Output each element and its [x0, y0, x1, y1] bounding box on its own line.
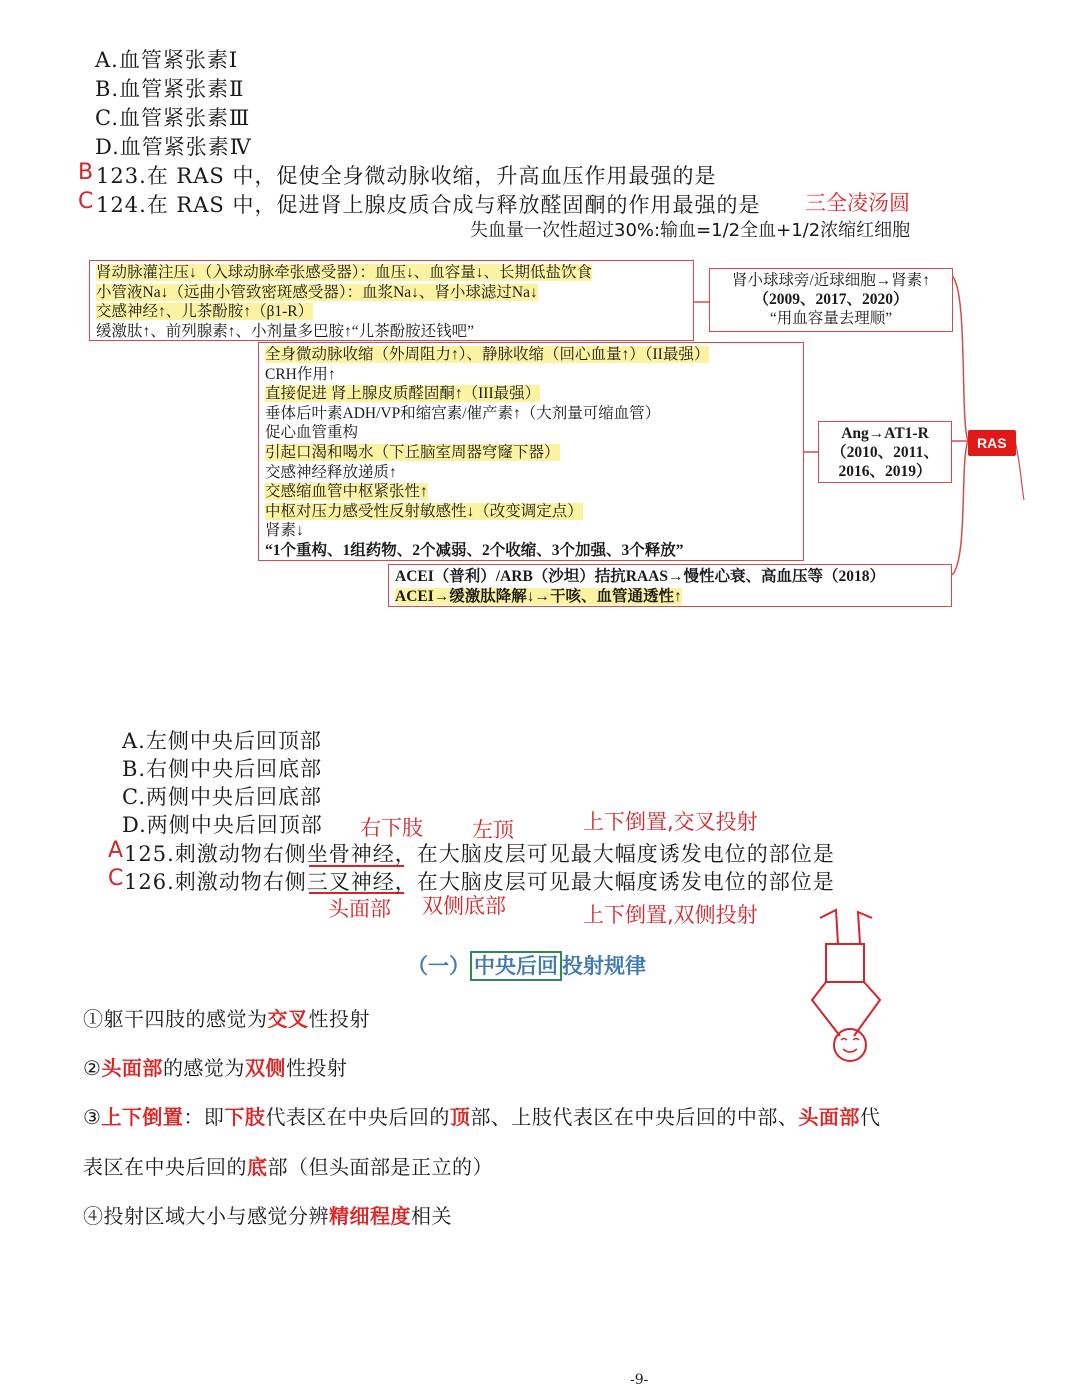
rule-2: ②头面部的感觉为双侧性投射 — [83, 1056, 348, 1080]
q122-option-a: A.血管紧张素Ⅰ — [95, 48, 239, 72]
q125-option-b: B.右侧中央后回底部 — [122, 757, 323, 781]
q125-option-c: C.两侧中央后回底部 — [122, 785, 322, 809]
effect-2: CRH作用↑ — [265, 365, 336, 383]
effect-mnemonic: “1个重构、1组药物、2个减弱、2个收缩、3个加强、3个释放” — [265, 541, 684, 559]
stimulus-4: 缓激肽↑、前列腺素↑、小剂量多巴胺↑“儿茶酚胺还钱吧” — [96, 322, 475, 340]
q126-note-left: 头面部 — [328, 897, 391, 921]
effect-1: 全身微动脉收缩（外周阻力↑）、静脉收缩（回心血量↑）（II最强） — [265, 346, 710, 363]
q125-note-mid: 左顶 — [472, 818, 514, 842]
q122-option-b: B.血管紧张素Ⅱ — [95, 77, 245, 101]
stimulus-3: 交感神经↑、儿茶酚胺↑（β1-R） — [96, 303, 314, 321]
q126-term: 三叉神经 — [306, 870, 395, 894]
q124-text: 124.在 RAS 中，促进肾上腺皮质合成与释放醛固酮的作用最强的是 — [96, 193, 761, 217]
drug-line-2: ACEI→缓激肽降解↓→干咳、血管通透性↑ — [395, 587, 682, 605]
effect-6: 引起口渴和喝水（下丘脑室周器穹窿下器） — [265, 443, 560, 461]
ang-line-3: 2016、2019） — [838, 463, 932, 480]
q122-option-d: D.血管紧张素Ⅳ — [95, 135, 252, 159]
q125-answer: A — [108, 838, 124, 863]
rule-3-continued: 表区在中央后回的底部（但头面部是正立的） — [83, 1155, 493, 1179]
effect-8: 交感缩血管中枢紧张性↑ — [265, 483, 428, 501]
renin-line-2: （2009、2017、2020） — [753, 291, 909, 308]
q123-text: 123.在 RAS 中，促使全身微动脉收缩，升高血压作用最强的是 — [96, 164, 717, 188]
stimulus-1: 肾动脉灌注压↓（入球动脉牵张感受器）：血压↓、血容量↓、长期低盐饮食 — [96, 264, 593, 281]
rule-4: ④投射区域大小与感觉分辨精细程度相关 — [83, 1204, 452, 1228]
q125-note-left: 右下肢 — [360, 816, 423, 840]
stimulus-2: 小管液Na↓（远曲小管致密斑感受器）：血浆Na↓、肾小球滤过Na↓ — [96, 283, 538, 301]
ang-line-2: （2010、2011、 — [831, 444, 939, 461]
q126-text: 126.刺激动物右侧三叉神经，在大脑皮层可见最大幅度诱发电位的部位是 — [124, 870, 835, 894]
renin-line-3: “用血容量去理顺” — [769, 310, 893, 327]
q126-note-mid: 双侧底部 — [422, 894, 506, 918]
drug-line-1: ACEI（普利）/ARB（沙坦）拮抗RAAS→慢性心衰、高血压等（2018） — [395, 568, 885, 585]
q125-note-right: 上下倒置,交叉投射 — [583, 810, 758, 834]
page-number: -9- — [630, 1372, 649, 1388]
rule-3: ③上下倒置：即下肢代表区在中央后回的顶部、上肢代表区在中央后回的中部、头面部代 — [83, 1105, 881, 1129]
q125-option-a: A.左侧中央后回顶部 — [122, 729, 322, 753]
effects-box — [258, 342, 804, 561]
q125-option-d: D.两侧中央后回顶部 — [122, 813, 323, 837]
effect-5: 促心血管重构 — [265, 424, 359, 442]
ras-label: RAS — [968, 430, 1016, 456]
ang-receptor-box — [818, 421, 952, 483]
rule-1: ①躯干四肢的感觉为交叉性投射 — [83, 1007, 370, 1031]
q124-answer: C — [78, 189, 94, 214]
q124-note: 三全凌汤圆 — [805, 191, 910, 215]
renin-line-1: 肾小球球旁/近球细胞→肾素↑ — [731, 272, 931, 289]
renin-box — [709, 268, 953, 332]
effect-3: 直接促进 肾上腺皮质醛固酮↑（III最强） — [265, 385, 541, 403]
q125-text: 125.刺激动物右侧坐骨神经，在大脑皮层可见最大幅度诱发电位的部位是 — [124, 842, 835, 866]
heading-boxed-term: 中央后回 — [470, 951, 562, 981]
homunculus-sketch — [812, 910, 880, 1061]
stimuli-box — [89, 260, 694, 341]
effect-4: 垂体后叶素ADH/VP和缩宫素/催产素↑（大剂量可缩血管） — [265, 404, 661, 422]
q122-option-c: C.血管紧张素Ⅲ — [95, 106, 251, 130]
effect-7: 交感神经释放递质↑ — [265, 463, 397, 481]
q126-note-right: 上下倒置,双侧投射 — [583, 903, 758, 927]
q125-term: 坐骨神经 — [306, 842, 395, 866]
q126-answer: C — [108, 866, 124, 891]
section-heading: （一） 中央后回 投射规律 — [407, 950, 646, 980]
blood-transfusion-note: 失血量一次性超过30%:输血=1/2全血+1/2浓缩红细胞 — [470, 220, 911, 241]
ang-line-1: Ang→AT1-R — [841, 425, 929, 442]
drugs-box — [388, 564, 952, 607]
effect-10: 肾素↓ — [265, 522, 304, 540]
q123-answer: B — [78, 160, 94, 185]
effect-9: 中枢对压力感受性反射敏感性↓（改变调定点） — [265, 502, 583, 520]
